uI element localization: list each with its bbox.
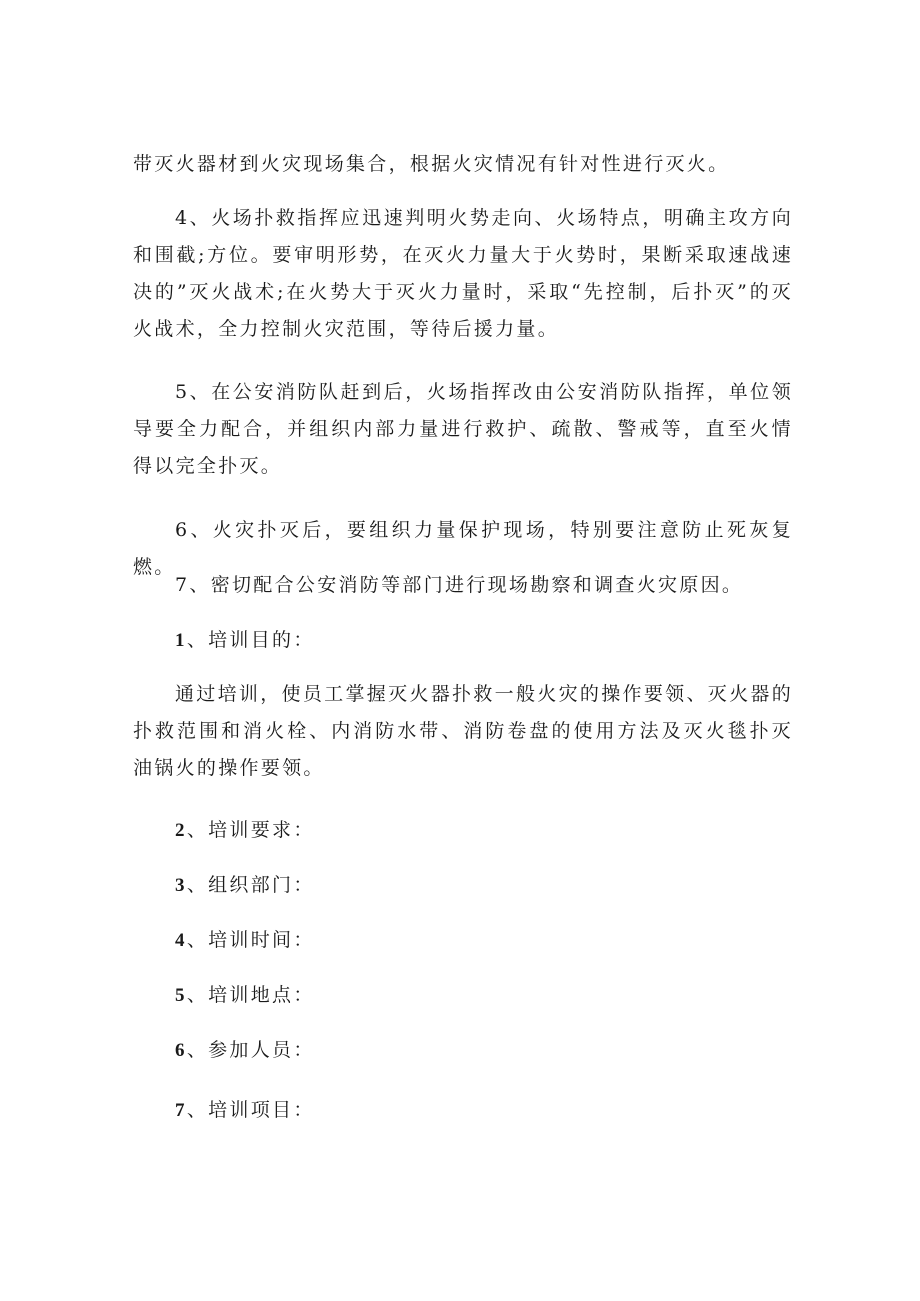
heading-label: 、培训目的： [186,629,315,651]
training-purpose-text: 通过培训，使员工掌握灭火器扑救一般火灾的操作要领、灭火器的扑救范围和消火栓、内消防水带、消防卷盘的使用方法及灭火毯扑灭油锅火的操作要领。 [133,683,793,779]
heading-number: 6 [175,1040,187,1061]
paragraph-item-7: 7、密切配合公安消防等部门进行现场勘察和调查火灾原因。 [175,574,744,596]
training-purpose-heading [175,622,315,659]
heading-number: 5 [175,985,187,1006]
training-requirements-heading [175,812,315,849]
training-items-heading [175,1092,315,1129]
heading-label: 、培训时间： [186,929,315,951]
heading-number: 1 [175,630,187,651]
heading-number: 7 [175,1100,187,1121]
heading-label: 、培训项目： [186,1099,315,1121]
participants-heading [175,1032,315,1069]
heading-label: 、培训地点： [186,984,315,1006]
training-location-heading [175,977,315,1014]
training-time-heading [175,922,315,959]
heading-label: 、培训要求： [186,819,315,841]
paragraph-item-6: 6、火灾扑灭后，要组织力量保护现场，特别要注意防止死灰复燃。 [133,519,793,578]
organizing-department-heading [175,867,315,904]
paragraph-continuation: 带灭火器材到火灾现场集合，根据火灾情况有针对性进行灭火。 [133,153,730,175]
paragraph-item-5: 5、在公安消防队赶到后，火场指挥改由公安消防队指挥，单位领导要全力配合，并组织内部力量进行救护、疏散、警戒等，直至火情得以完全扑灭。 [133,381,793,477]
heading-number: 3 [175,875,187,896]
paragraph-item-4: 4、火场扑救指挥应迅速判明火势走向、火场特点，明确主攻方向和围截;方位。要审明形势，在灭火力量大于火势时，果断采取速战速决的”灭火战术;在火势大于灭火力量时，采取“先控制，后扑灭”的灭火战术，全力控制火灾范围，等待后援力量。 [133,207,793,340]
heading-number: 2 [175,820,187,841]
heading-label: 、组织部门： [186,874,315,896]
heading-number: 4 [175,930,187,951]
heading-label: 、参加人员： [186,1039,315,1061]
